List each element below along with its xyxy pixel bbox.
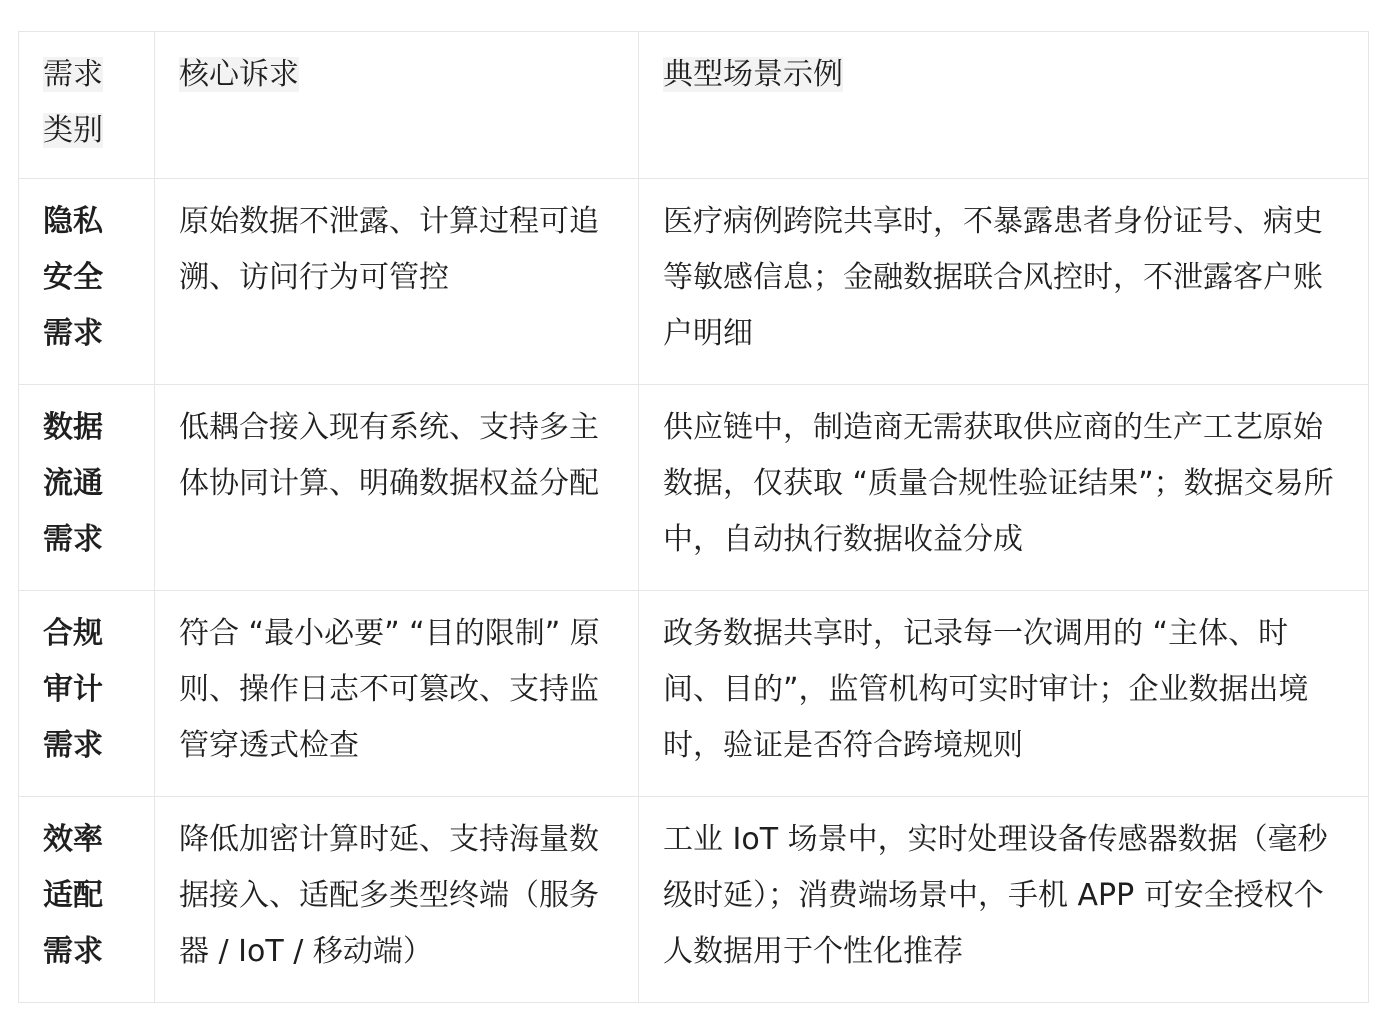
table-row <box>19 797 1369 1003</box>
header-cell-category: 需求类别 <box>19 32 155 179</box>
row-example: 政务数据共享时，记录每一次调用的 “主体、时间、目的”，监管机构可实时审计；企业数据出境时，验证是否符合跨境规则 <box>639 591 1369 797</box>
requirements-table <box>18 31 1369 1003</box>
row-example: 医疗病例跨院共享时，不暴露患者身份证号、病史等敏感信息；金融数据联合风控时，不泄露客户账户明细 <box>639 179 1369 385</box>
row-example: 供应链中，制造商无需获取供应商的生产工艺原始数据，仅获取 “质量合规性验证结果”；数据交易所中，自动执行数据收益分成 <box>639 385 1369 591</box>
row-category: 合规审计需求 <box>19 591 155 797</box>
row-core: 符合 “最小必要” “目的限制” 原则、操作日志不可篡改、支持监管穿透式检查 <box>155 591 639 797</box>
table-header-row <box>19 32 1369 179</box>
table-row <box>19 385 1369 591</box>
row-example: 工业 IoT 场景中，实时处理设备传感器数据（毫秒级时延）；消费端场景中，手机 APP 可安全授权个人数据用于个性化推荐 <box>639 797 1369 1003</box>
row-category: 数据流通需求 <box>19 385 155 591</box>
header-cell-core: 核心诉求 <box>155 32 639 179</box>
row-category: 效率适配需求 <box>19 797 155 1003</box>
row-category: 隐私安全需求 <box>19 179 155 385</box>
table-row <box>19 591 1369 797</box>
row-core: 低耦合接入现有系统、支持多主体协同计算、明确数据权益分配 <box>155 385 639 591</box>
row-core: 原始数据不泄露、计算过程可追溯、访问行为可管控 <box>155 179 639 385</box>
table-row <box>19 179 1369 385</box>
row-core: 降低加密计算时延、支持海量数据接入、适配多类型终端（服务器 / IoT / 移动端） <box>155 797 639 1003</box>
header-cell-example: 典型场景示例 <box>639 32 1369 179</box>
